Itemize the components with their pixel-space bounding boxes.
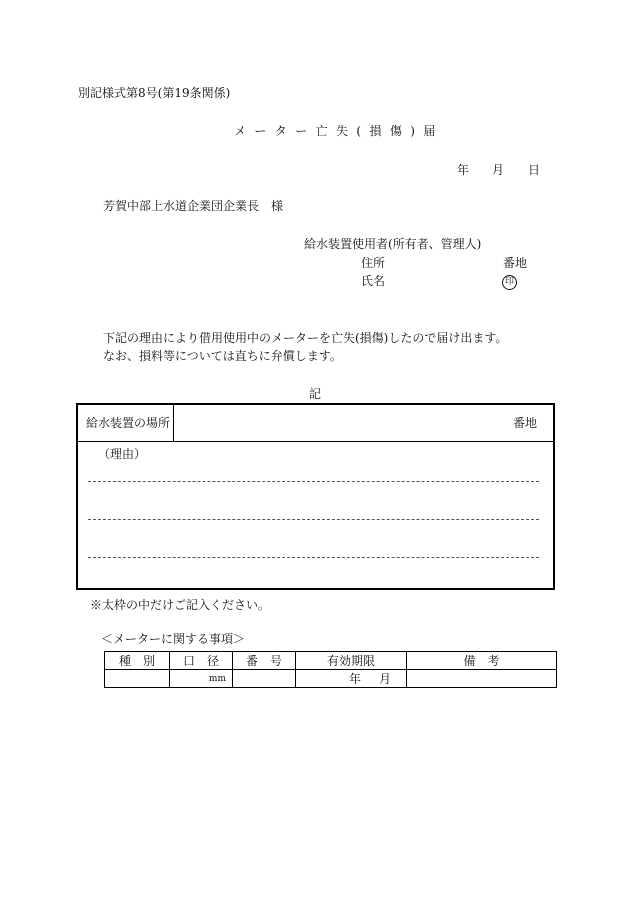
seal-icon: 印 bbox=[502, 275, 517, 290]
date-day: 日 bbox=[528, 163, 541, 177]
header-type: 種 別 bbox=[105, 652, 170, 670]
reason-label: （理由） bbox=[98, 447, 147, 461]
name-label: 氏名 bbox=[361, 274, 386, 288]
header-number: 番 号 bbox=[233, 652, 296, 670]
header-diameter: 口 径 bbox=[170, 652, 233, 670]
note: ※太枠の中だけご記入ください。 bbox=[90, 598, 271, 612]
date-month: 月 bbox=[492, 163, 505, 177]
place-unit: 番地 bbox=[512, 416, 537, 430]
address-unit: 番地 bbox=[503, 256, 528, 270]
header-expiry: 有効期限 bbox=[296, 652, 407, 670]
body-line-2: なお、損料等については直ちに弁償します。 bbox=[103, 349, 342, 363]
header-remarks: 備 考 bbox=[407, 652, 557, 670]
address-label: 住所 bbox=[361, 256, 386, 270]
expiry-year: 年 bbox=[348, 671, 361, 686]
place-label: 給水装置の場所 bbox=[78, 405, 174, 442]
cell-type[interactable] bbox=[105, 670, 170, 688]
meter-table bbox=[104, 651, 557, 688]
reason-line-1[interactable] bbox=[88, 481, 539, 482]
date-year: 年 bbox=[457, 163, 470, 177]
seal-mark bbox=[502, 273, 517, 290]
meter-table-header bbox=[105, 652, 557, 670]
cell-remarks[interactable] bbox=[407, 670, 557, 688]
addressee: 芳賀中部上水道企業団企業長 様 bbox=[103, 199, 284, 213]
cell-expiry[interactable] bbox=[296, 670, 407, 688]
cell-number[interactable] bbox=[233, 670, 296, 688]
main-entry-box bbox=[76, 403, 555, 590]
place-field[interactable] bbox=[174, 405, 553, 442]
reason-line-3[interactable] bbox=[88, 557, 539, 558]
applicant-heading: 給水装置使用者(所有者、管理人) bbox=[304, 237, 482, 251]
body-line-1: 下記の理由により借用使用中のメーターを亡失(損傷)したので届け出ます。 bbox=[103, 331, 508, 345]
cell-diameter[interactable] bbox=[170, 670, 233, 688]
expiry-month: 月 bbox=[378, 671, 391, 686]
ki-heading: 記 bbox=[309, 387, 322, 401]
meter-section-heading: ＜メーターに関する事項＞ bbox=[101, 632, 246, 646]
reason-line-2[interactable] bbox=[88, 519, 539, 520]
form-reference: 別記様式第8号(第19条関係) bbox=[78, 86, 231, 100]
document-title: メーター亡失(損傷)届 bbox=[234, 124, 444, 138]
meter-table-row bbox=[105, 670, 557, 688]
diameter-unit: mm bbox=[208, 673, 226, 684]
